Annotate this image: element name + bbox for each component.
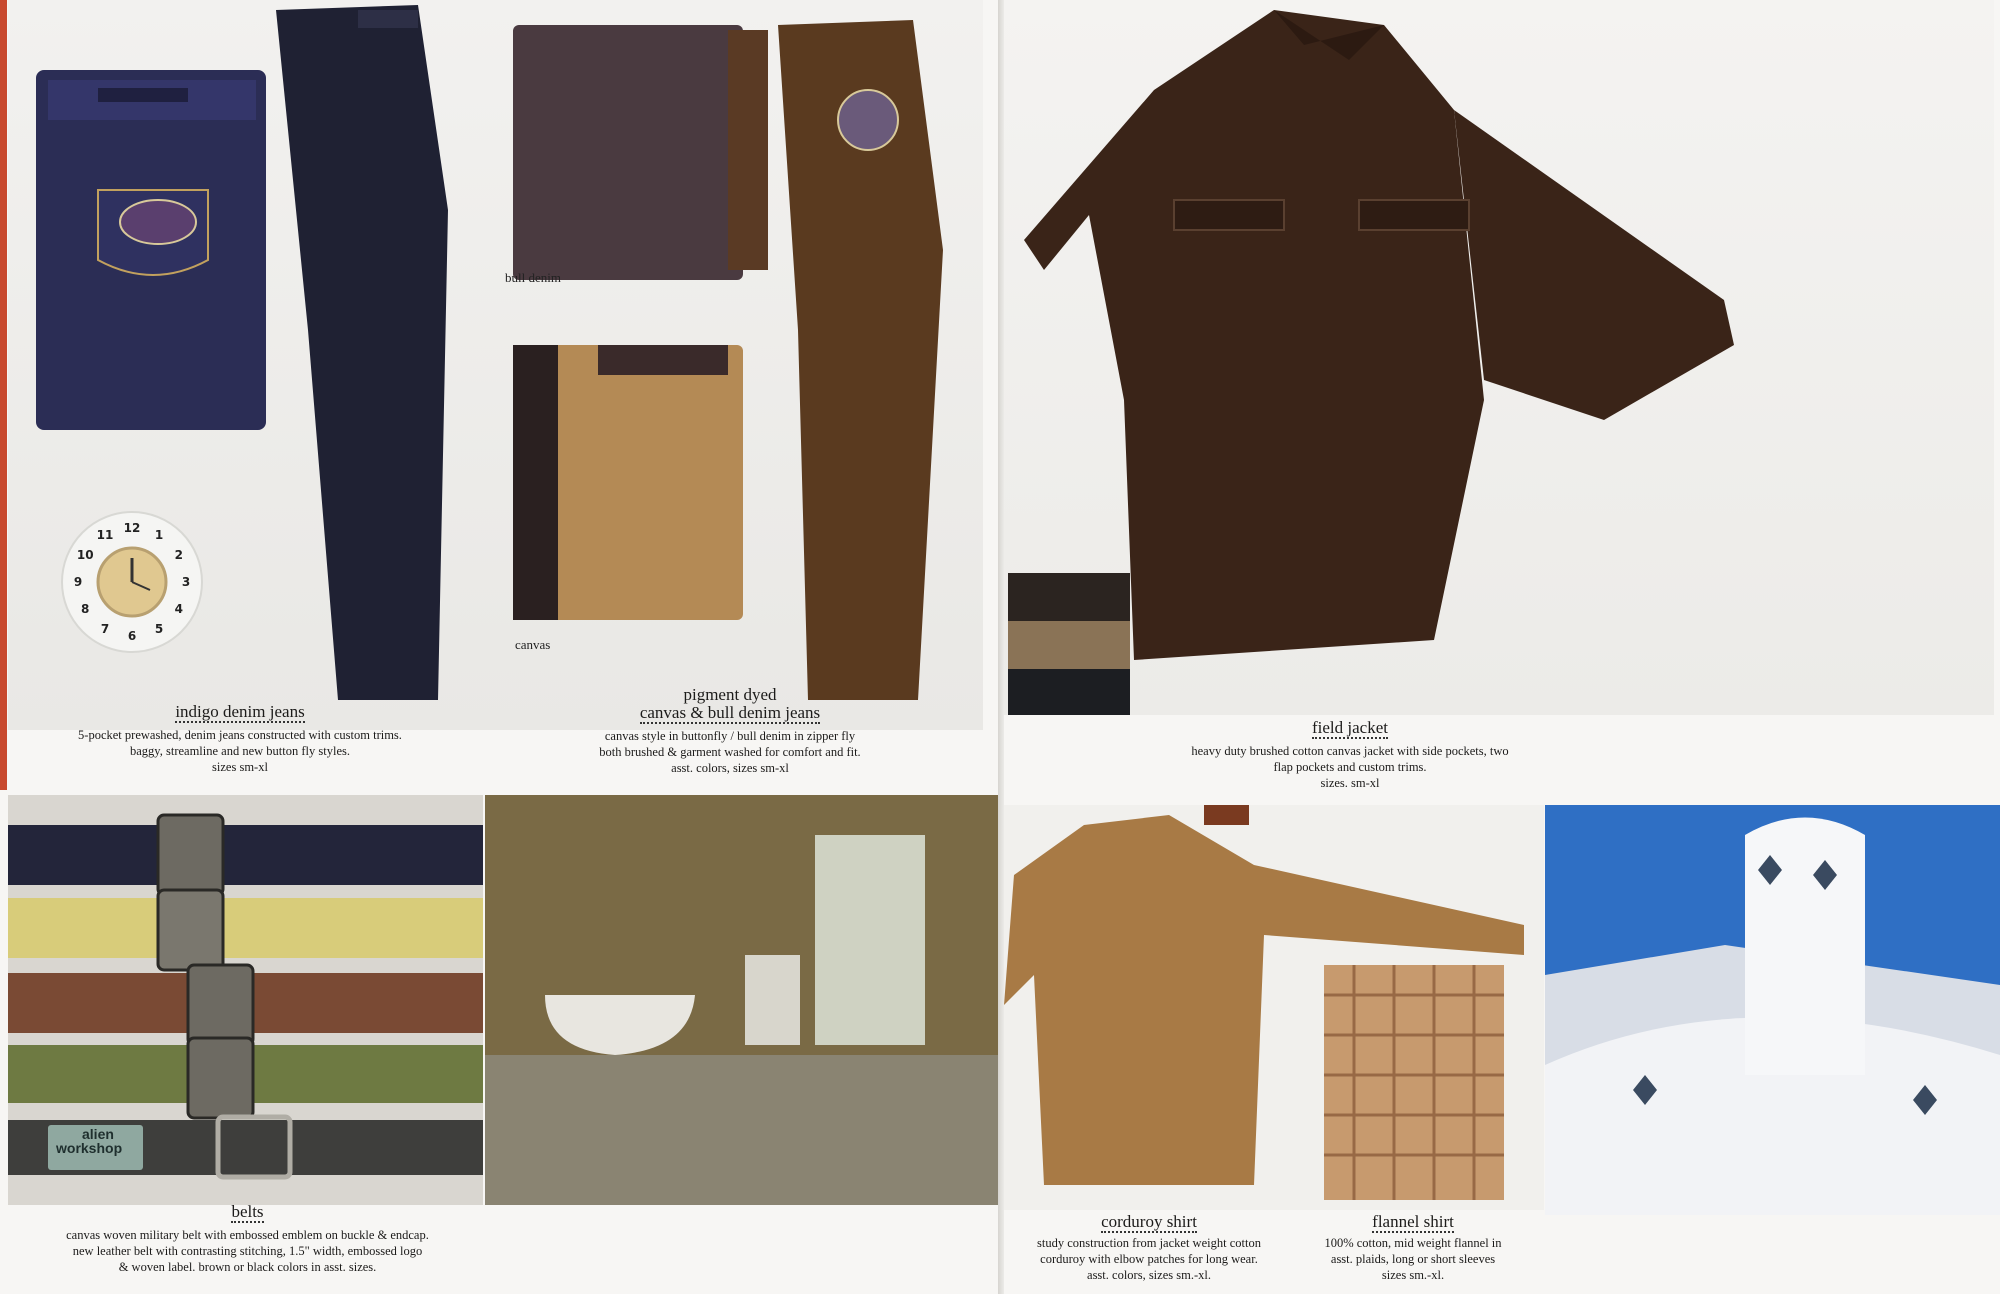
pigment-line-3: asst. colors, sizes sm-xl	[671, 761, 789, 775]
clock-numeral: 10	[76, 548, 94, 562]
flannel-caption	[1298, 1213, 1528, 1283]
corduroy-line-2: corduroy with elbow patches for long wear.	[1040, 1252, 1258, 1266]
jeans-caption	[20, 703, 460, 775]
corduroy-title: corduroy shirt	[1101, 1212, 1197, 1231]
clock-icon	[60, 510, 205, 655]
jacket-photo	[1004, 0, 1994, 715]
clock-numeral: 2	[174, 548, 183, 562]
clock-photo	[60, 510, 205, 655]
jeans-line-3: sizes sm-xl	[212, 760, 268, 774]
pigment-title-2: canvas & bull denim jeans	[639, 703, 821, 722]
jacket-line-1: heavy duty brushed cotton canvas jacket with side pockets, two	[1191, 744, 1509, 758]
shirts-illustration	[1004, 805, 1544, 1210]
jacket-title: field jacket	[1312, 718, 1388, 737]
clock-numeral: 5	[154, 621, 164, 636]
clock-numeral: 6	[127, 629, 137, 643]
belts-line-1: canvas woven military belt with embossed emblem on buckle & endcap.	[66, 1228, 429, 1242]
clock-numeral: 1	[154, 528, 164, 543]
clock-numeral: 9	[73, 575, 83, 589]
jeans-line-2: baggy, streamline and new button fly styles.	[130, 744, 350, 758]
bathroom-photo	[485, 795, 1000, 1205]
biosphere-illustration	[1545, 805, 2000, 1215]
belt-patch-text	[56, 1127, 122, 1155]
corduroy-line-3: asst. colors, sizes sm.-xl.	[1087, 1268, 1211, 1282]
flannel-line-2: asst. plaids, long or short sleeves	[1330, 1252, 1496, 1266]
belts-caption	[10, 1203, 485, 1275]
jeans-title: indigo denim jeans	[175, 702, 305, 721]
clock-numeral: 7	[100, 621, 110, 636]
label-canvas: canvas	[515, 637, 551, 652]
pigment-caption	[520, 686, 940, 776]
clock-numeral: 8	[81, 602, 90, 616]
clock-numeral: 12	[123, 521, 141, 535]
pigment-title-1: pigment dyed	[683, 685, 777, 704]
jacket-illustration	[1004, 0, 1994, 715]
clock-numeral: 11	[96, 528, 114, 543]
swatch-black	[1008, 669, 1130, 715]
clock-numeral: 3	[181, 575, 191, 589]
jacket-line-2: flap pockets and custom trims.	[1273, 760, 1427, 774]
flannel-line-3: sizes sm.-xl.	[1381, 1268, 1445, 1282]
swatch-tan	[1008, 621, 1130, 669]
flannel-line-1: 100% cotton, mid weight flannel in	[1324, 1236, 1502, 1250]
belt-patch-line-2: workshop	[56, 1140, 123, 1156]
biosphere-photo	[1545, 805, 2000, 1215]
label-bull-denim: bull denim	[505, 270, 561, 285]
belts-line-3: & woven label. brown or black colors in asst. sizes.	[118, 1260, 377, 1274]
corduroy-caption	[1004, 1213, 1294, 1283]
jacket-caption	[1120, 719, 1580, 791]
jeans-line-1: 5-pocket prewashed, denim jeans constructed with custom trims.	[78, 728, 402, 742]
pigment-line-2: both brushed & garment washed for comfort and fit.	[599, 745, 861, 759]
jacket-line-3: sizes. sm-xl	[1320, 776, 1380, 790]
swatch-dark	[1008, 573, 1130, 621]
belts-line-2: new leather belt with contrasting stitching, 1.5" width, embossed logo	[72, 1244, 423, 1258]
belt-patch-line-1: alien	[82, 1126, 114, 1142]
bathroom-illustration	[485, 795, 1000, 1205]
pigment-line-1: canvas style in buttonfly / bull denim in zipper fly	[604, 729, 856, 743]
corduroy-line-1: study construction from jacket weight cotton	[1037, 1236, 1261, 1250]
shirts-photo	[1004, 805, 1544, 1210]
red-edge	[0, 0, 7, 790]
clock-numeral: 4	[174, 602, 183, 616]
color-swatches	[1008, 573, 1130, 715]
belts-title: belts	[231, 1202, 264, 1221]
flannel-title: flannel shirt	[1372, 1212, 1454, 1231]
belts-photo	[8, 795, 483, 1205]
